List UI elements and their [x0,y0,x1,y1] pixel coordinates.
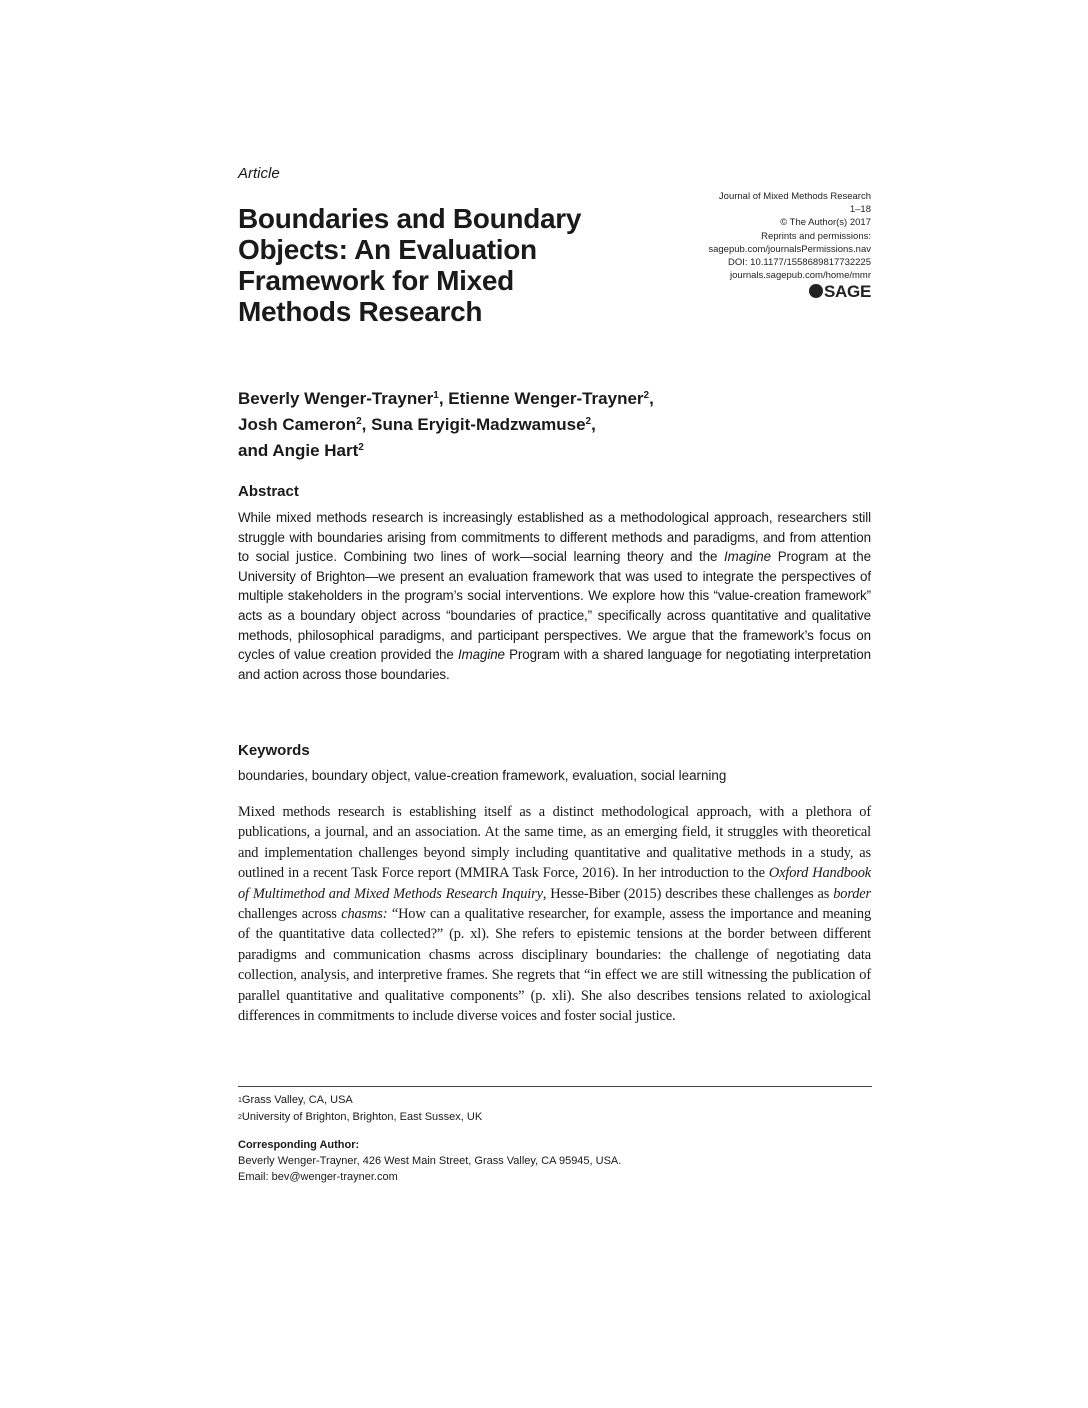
journal-url[interactable]: journals.sagepub.com/home/mmr [730,270,871,282]
footnote-divider [238,1086,872,1087]
abstract-heading: Abstract [238,483,299,500]
page-range: 1–18 [849,204,871,216]
sage-logo [809,281,871,301]
author-name: Josh Cameron [238,415,357,434]
author-affiliation: 1 [433,390,439,401]
journal-meta [708,190,871,303]
author-name: Beverly Wenger-Trayner [238,389,434,408]
sage-logo-text: SAGE [824,281,871,301]
author-name: Etienne Wenger-Trayner [448,389,644,408]
corresponding-email[interactable]: Email: bev@wenger-trayner.com [238,1171,398,1183]
reprints-label: Reprints and permissions: [761,230,871,242]
journal-name: Journal of Mixed Methods Research [718,191,871,202]
footnote-item: $^2$University of Brighton, Brighton, East Sussex, UK [238,1111,483,1123]
article-type-label: Article [238,165,280,182]
keywords-heading: Keywords [238,742,310,759]
body-paragraph: Mixed methods research is establishing itself as a distinct methodological approach, with a plethora of publications, a journal, and an association. At the same time, as an emerging field, it struggles with theoretical and implementation challenges beyond simply including quantitative and qualitative methods in a study, as outlined in a recent Task Force report (MMIRA Task Force, 2016). In her introduction to the Oxford Handbook of Multimethod and Mixed Methods Research Inquiry, Hesse-Biber (2015) describes these challenges as border challenges across chasms: “How can a qualitative researcher, for example, assess the importance and meaning of the quantitative data collected?” (p. xl). She refers to epistemic tensions at the border between different paradigms and communication chasms across disciplinary boundaries: the challenge of negotiating data collection, analysis, and interpretive frames. She regrets that “in effect we are still witnessing the publication of parallel quantitative and qualitative components” (p. xli). She also describes tensions related to axiological differences in commitments to include diverse voices and foster social justice. [238,804,871,1025]
author-affiliation: 2 [358,442,364,453]
doi[interactable]: DOI: 10.1177/1558689817732225 [728,257,871,269]
corresponding-address: Beverly Wenger-Trayner, 426 West Main Street, Grass Valley, CA 95945, USA. [238,1155,622,1167]
affiliation-footnotes [238,1092,482,1126]
copyright: © The Author(s) 2017 [780,217,871,229]
reprints-link[interactable]: sagepub.com/journalsPermissions.nav [708,243,871,255]
sage-logo-icon [809,284,823,298]
author-list: Beverly Wenger-Trayner$^1$, Etienne Wenger-Trayner$^2$, Josh Cameron$^2$, Suna Eryigit-Madzwamuse$^2$, and Angie Hart$^2$ [238,389,654,460]
article-title: Boundaries and Boundary Objects: An Evaluation Framework for Mixed Methods Research [238,203,582,327]
corresponding-author [238,1137,621,1185]
author-affiliation: 2 [585,416,592,427]
keywords-text: boundaries, boundary object, value-creation framework, evaluation, social learning [238,768,727,783]
author-name: and Angie Hart [238,441,359,460]
author-name: Suna Eryigit-Madzwamuse [371,415,586,434]
abstract-text: While mixed methods research is increasingly established as a methodological approach, researchers still struggle with boundaries arising from commitments to different methods and paradigms, and from attention to social justice. Combining two lines of work—social learning theory and the Imagine Program at the University of Brighton—we present an evaluation framework that was used to integrate the perspectives of multiple stakeholders in the program’s social interventions. We explore how this “value-creation framework” acts as a boundary object across “boundaries of practice,” specifically across quantitative and qualitative methods, philosophical paradigms, and participant perspectives. We argue that the framework’s focus on cycles of value creation provided the Imagine Program with a shared language for negotiating interpretation and action across those boundaries. [238,510,871,682]
footnote-item: $^1$Grass Valley, CA, USA [238,1094,353,1106]
corresponding-label: Corresponding Author: [238,1139,360,1151]
author-affiliation: 2 [643,390,650,401]
author-affiliation: 2 [356,416,362,427]
